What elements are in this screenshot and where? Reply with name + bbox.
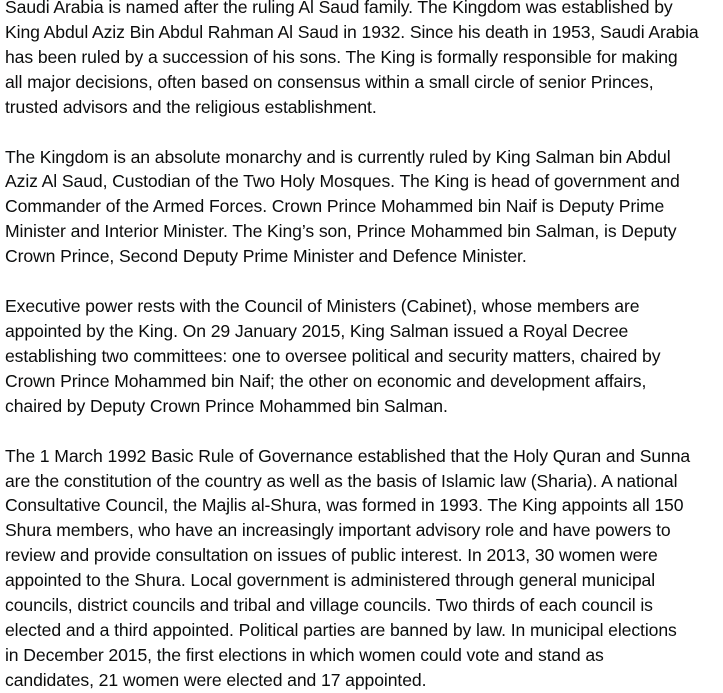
paragraph-executive-power: Executive power rests with the Council of Ministers (Cabinet), whose members are appointed by the King. On 29 January 2015, King Salman issued a Royal Decree establishing two committees: one to oversee political and security matters, chaired by Crown Prince Mohammed bin Naif; the other on economic and development affairs, chaired by Deputy Crown Prince Mohammed bin Salman.	[5, 296, 661, 416]
paragraph-basic-rule-of-governance: The 1 March 1992 Basic Rule of Governance established that the Holy Quran and Sunna are the constitution of the country as well as the basis of Islamic law (Sharia). A national Consultative Council, the Majlis al-Shura, was formed in 1993. The King appoints all 150 Shura members, who have an increasingly important advisory role and have powers to review and provide consultation on issues of public interest. In 2013, 30 women were appointed to the Shura. Local government is administered through general municipal councils, district councils and tribal and village councils. Two thirds of each council is elected and a third appointed. Political parties are banned by law. In municipal elections in December 2015, the first elections in which women could vote and stand as candidates, 21 women were elected and 17 appointed.	[5, 445, 691, 690]
paragraph-saudi-arabia-origins: Saudi Arabia is named after the ruling Al Saud family. The Kingdom was established by King Abdul Aziz Bin Abdul Rahman Al Saud in 1932. Since his death in 1953, Saudi Arabia has been ruled by a succession of his sons. The King is formally responsible for making all major decisions, often based on consensus within a small circle of senior Princes, trusted advisors and the religious establishment.	[5, 0, 699, 117]
paragraph-absolute-monarchy: The Kingdom is an absolute monarchy and is currently ruled by King Salman bin Abdul Aziz Al Saud, Custodian of the Two Holy Mosques. The King is head of government and Commander of the Armed Forces. Crown Prince Mohammed bin Naif is Deputy Prime Minister and Interior Minister. The King’s son, Prince Mohammed bin Salman, is Deputy Crown Prince, Second Deputy Prime Minister and Defence Minister.	[5, 146, 680, 267]
